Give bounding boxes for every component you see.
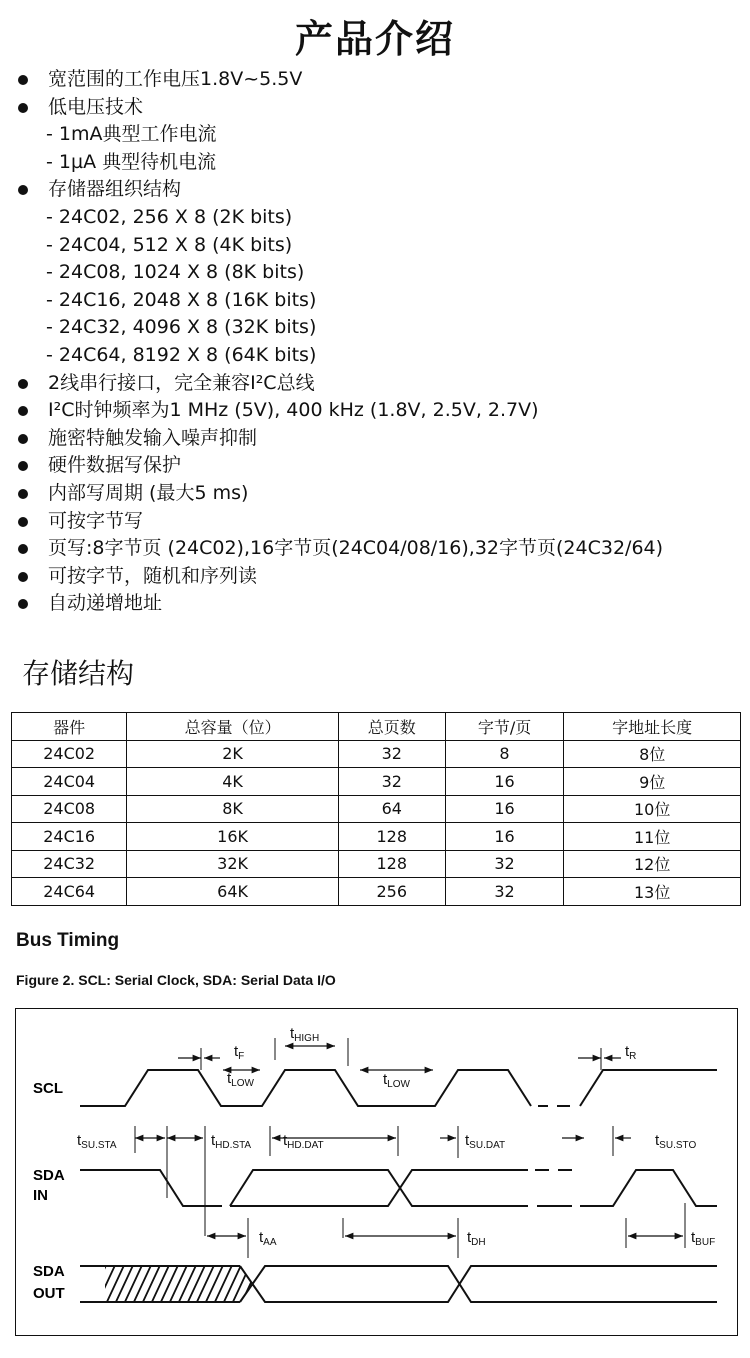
thd-sta-label: $t_{HD.STA}$ [211, 1132, 252, 1151]
table-cell: 256 [338, 878, 445, 906]
feature-bullet-item [18, 563, 738, 591]
tsu-dat-label: $t_{SU.DAT}$ [465, 1132, 506, 1151]
sda-out-label-2: OUT [33, 1285, 65, 1302]
page-title: 产品介绍 [294, 17, 455, 61]
bullet-dot-icon [18, 103, 28, 113]
tlow-label-2: $t_{LOW}$ [383, 1071, 410, 1090]
table-cell: 32K [127, 850, 339, 878]
feature-bullet-item [18, 66, 738, 94]
tlow-label-1: $t_{LOW}$ [227, 1070, 254, 1089]
table-cell: 16 [445, 823, 564, 851]
table-cell: 12位 [564, 850, 741, 878]
feature-sub-item [18, 149, 738, 177]
bullet-dot-icon [18, 489, 28, 499]
feature-text: - 24C16, 2048 X 8 (16K bits) [46, 288, 317, 311]
feature-sub-item [18, 204, 738, 232]
feature-bullet-item [18, 452, 738, 480]
feature-text: 低电压技术 [48, 95, 144, 118]
feature-bullet-item [18, 370, 738, 398]
table-cell: 13位 [564, 878, 741, 906]
thd-dat-label: $t_{HD.DAT}$ [283, 1132, 324, 1151]
table-cell: 32 [445, 850, 564, 878]
tf-label: $t_F$ [234, 1043, 245, 1062]
column-header: 字节/页 [445, 713, 564, 741]
feature-text: 2线串行接口，完全兼容I²C总线 [48, 371, 315, 394]
sda-in-waveform [80, 1170, 717, 1206]
feature-text: - 24C02, 256 X 8 (2K bits) [46, 205, 293, 228]
table-cell: 16 [445, 768, 564, 796]
sda-out-waveform [80, 1266, 717, 1302]
feature-bullet-item [18, 590, 738, 618]
table-cell: 24C32 [12, 850, 127, 878]
table-cell: 16 [445, 795, 564, 823]
feature-bullet-item [18, 508, 738, 536]
feature-text: - 24C32, 4096 X 8 (32K bits) [46, 316, 317, 339]
table-cell: 11位 [564, 823, 741, 851]
feature-sub-item [18, 121, 738, 149]
sda-out-label-1: SDA [33, 1263, 65, 1280]
feature-text: 宽范围的工作电压1.8V~5.5V [48, 68, 303, 90]
table-row [12, 768, 741, 796]
table-cell: 8K [127, 795, 339, 823]
bullet-dot-icon [18, 75, 28, 85]
table-cell: 10位 [564, 795, 741, 823]
feature-text: 内部写周期 (最大5 ms) [48, 481, 249, 504]
table-cell: 24C64 [12, 878, 127, 906]
table-cell: 16K [127, 823, 339, 851]
bus-timing-heading: Bus Timing [16, 930, 120, 951]
feature-bullet-item [18, 176, 738, 204]
table-row [12, 850, 741, 878]
feature-bullet-item [18, 397, 738, 425]
storage-heading: 存储结构 [22, 657, 135, 690]
table-cell: 4K [127, 768, 339, 796]
table-cell: 24C16 [12, 823, 127, 851]
table-cell: 64 [338, 795, 445, 823]
feature-text: - 1µA 典型待机电流 [46, 150, 217, 173]
tsu-sta-label: $t_{SU.STA}$ [77, 1132, 117, 1151]
table-row [12, 878, 741, 906]
table-cell: 64K [127, 878, 339, 906]
taa-label: $t_{AA}$ [259, 1229, 277, 1248]
table-cell: 128 [338, 823, 445, 851]
feature-text: 可按字节写 [48, 509, 144, 532]
table-row [12, 740, 741, 768]
table-cell: 128 [338, 850, 445, 878]
tsu-sto-label: $t_{SU.STO}$ [655, 1132, 697, 1151]
feature-sub-item [18, 342, 738, 370]
table-row [12, 823, 741, 851]
table-cell: 24C04 [12, 768, 127, 796]
feature-text: - 24C64, 8192 X 8 (64K bits) [46, 343, 317, 366]
bullet-dot-icon [18, 572, 28, 582]
bullet-dot-icon [18, 461, 28, 471]
feature-bullet-item [18, 94, 738, 122]
bullet-dot-icon [18, 517, 28, 527]
bullet-dot-icon [18, 434, 28, 444]
feature-text: 自动递增地址 [48, 592, 163, 615]
table-cell: 32 [338, 768, 445, 796]
feature-bullet-item [18, 535, 738, 563]
bus-timing-diagram [15, 1008, 738, 1336]
feature-text: 页写:8字节页 (24C02),16字节页(24C04/08/16),32字节页(24C32/64) [48, 537, 664, 560]
feature-sub-item [18, 259, 738, 287]
feature-text: - 24C08, 1024 X 8 (8K bits) [46, 261, 305, 284]
feature-text: 硬件数据写保护 [48, 454, 182, 477]
feature-text: - 24C04, 512 X 8 (4K bits) [46, 233, 293, 256]
table-cell: 32 [338, 740, 445, 768]
feature-bullet-item [18, 425, 738, 453]
feature-sub-item [18, 287, 738, 315]
feature-text: - 1mA典型工作电流 [46, 123, 217, 146]
feature-sub-item [18, 232, 738, 260]
table-cell: 8位 [564, 740, 741, 768]
table-cell: 24C02 [12, 740, 127, 768]
bullet-dot-icon [18, 185, 28, 195]
table-cell: 24C08 [12, 795, 127, 823]
sda-in-label-2: IN [33, 1187, 48, 1204]
feature-text: 存储器组织结构 [48, 178, 182, 201]
column-header: 字地址长度 [564, 713, 741, 741]
feature-text: 施密特触发输入噪声抑制 [48, 426, 258, 449]
tbuf-label: $t_{BUF}$ [691, 1229, 716, 1248]
thigh-label: $t_{HIGH}$ [290, 1025, 320, 1044]
storage-table [11, 712, 741, 906]
bullet-dot-icon [18, 599, 28, 609]
scl-label: SCL [33, 1080, 63, 1097]
feature-sub-item [18, 314, 738, 342]
bullet-dot-icon [18, 406, 28, 416]
table-row [12, 795, 741, 823]
feature-list [18, 66, 738, 618]
feature-text: I²C时钟频率为1 MHz (5V), 400 kHz (1.8V, 2.5V, 2.7V) [48, 399, 539, 422]
tr-label: $t_R$ [625, 1043, 637, 1062]
feature-bullet-item [18, 480, 738, 508]
sda-in-label-1: SDA [33, 1167, 65, 1184]
table-cell: 2K [127, 740, 339, 768]
tdh-label: $t_{DH}$ [467, 1229, 486, 1248]
bullet-dot-icon [18, 544, 28, 554]
figure-caption: Figure 2. SCL: Serial Clock, SDA: Serial Data I/O [16, 972, 336, 988]
table-cell: 9位 [564, 768, 741, 796]
column-header: 总容量（位） [127, 713, 339, 741]
column-header: 器件 [12, 713, 127, 741]
feature-text: 可按字节，随机和序列读 [48, 564, 258, 587]
column-header: 总页数 [338, 713, 445, 741]
bullet-dot-icon [18, 379, 28, 389]
table-header-row [12, 713, 741, 741]
table-cell: 32 [445, 878, 564, 906]
table-cell: 8 [445, 740, 564, 768]
